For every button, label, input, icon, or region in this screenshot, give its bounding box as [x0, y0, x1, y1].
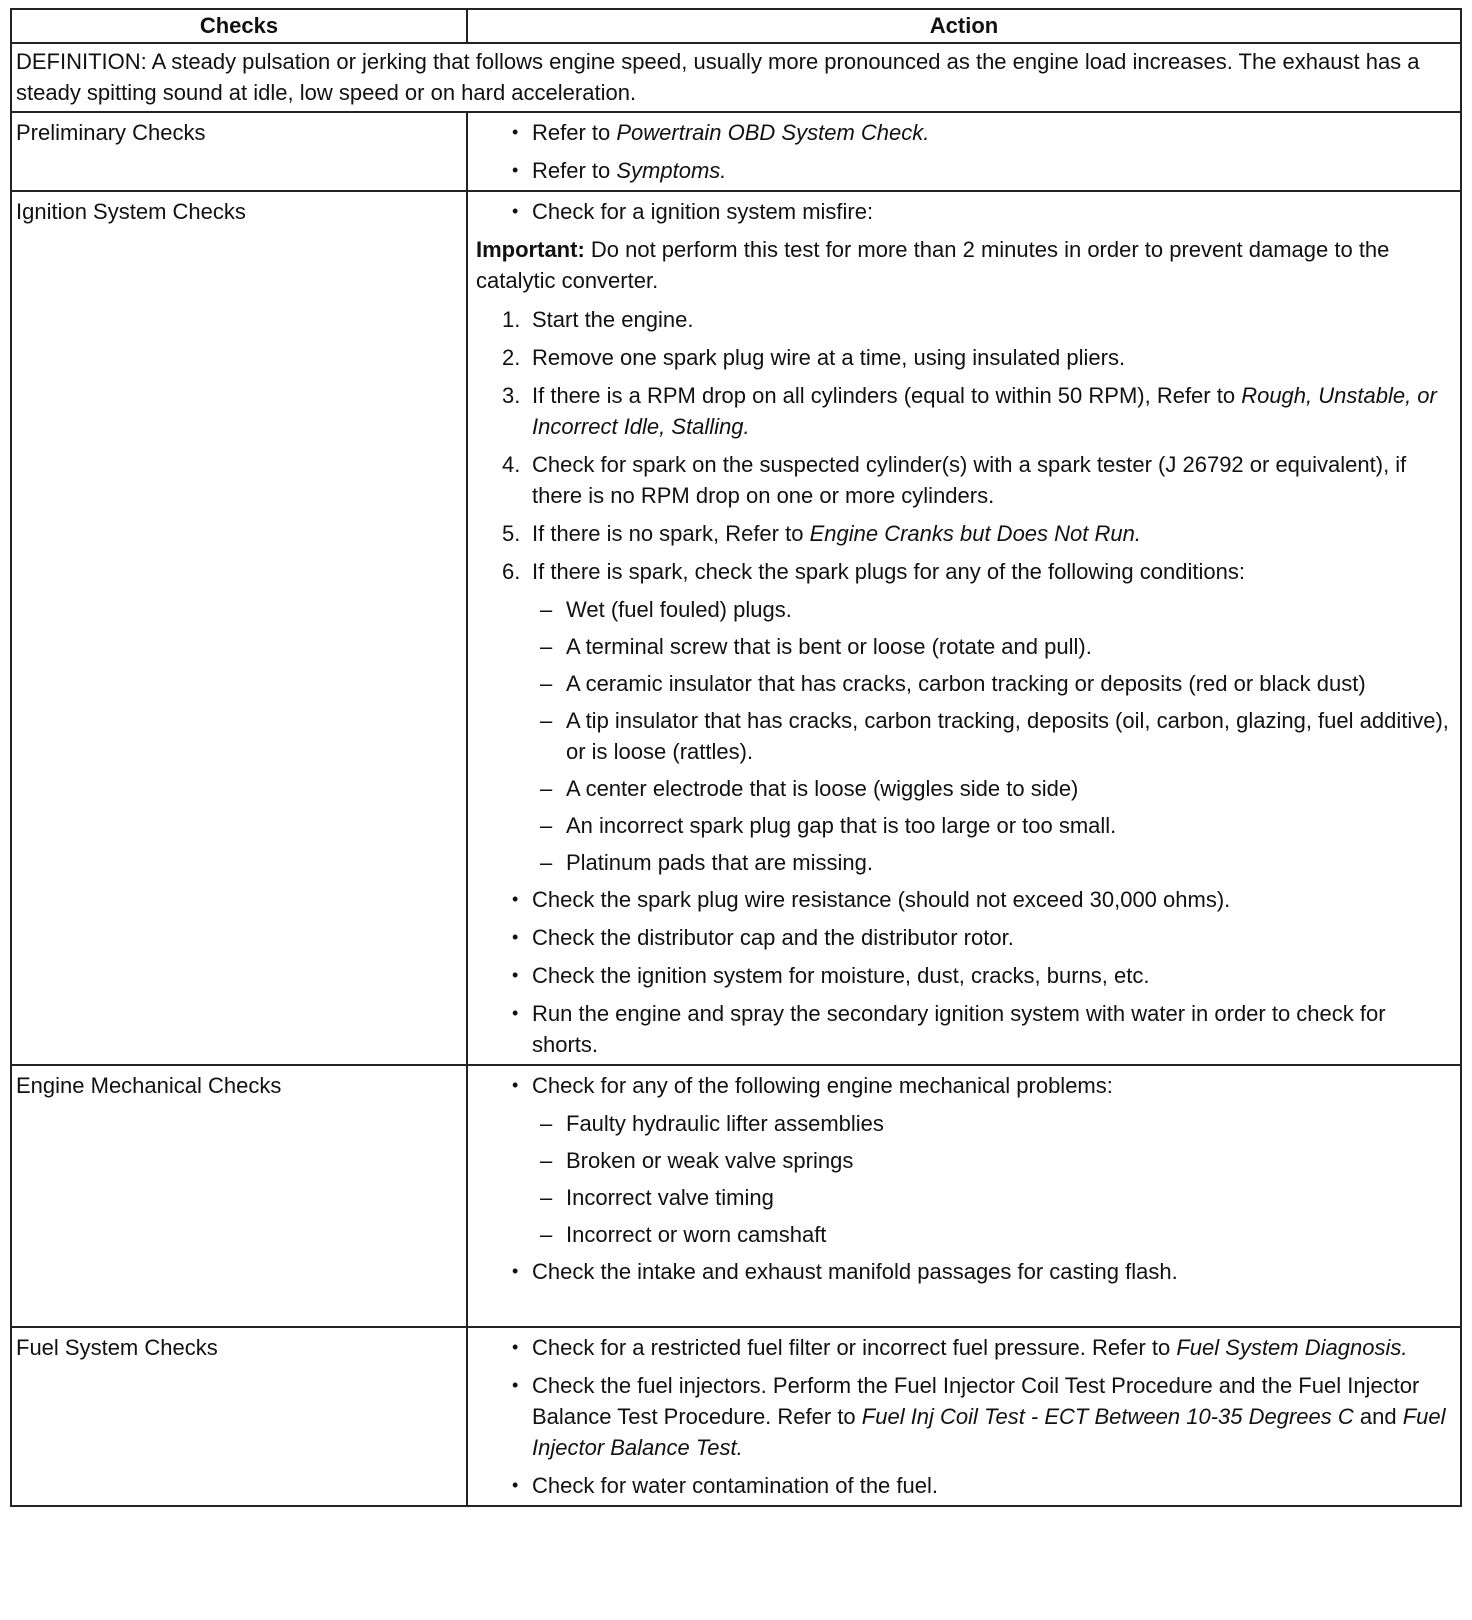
- condition-item: – A ceramic insulator that has cracks, carbon tracking or deposits (red or black dust): [476, 668, 1456, 699]
- fuel-injector-balance-link[interactable]: Fuel Injector Balance Test.: [532, 1404, 1446, 1460]
- list-item: [476, 1332, 1456, 1363]
- ignition-row: [11, 191, 1461, 1065]
- preliminary-label: Preliminary Checks: [11, 112, 467, 191]
- important-text: Do not perform this test for more than 2 minutes in order to prevent damage to the catalytic converter.: [476, 237, 1390, 293]
- item-text: Check the fuel injectors. Perform the Fuel Injector Coil Test Procedure and the Fuel Injector Balance Test Procedure. Refer to: [532, 1373, 1420, 1429]
- list-item: • Check the ignition system for moisture, dust, cracks, burns, etc.: [476, 960, 1456, 991]
- mechanical-row: [11, 1065, 1461, 1327]
- ignition-actions: [467, 191, 1461, 1065]
- ignition-intro: • Check for a ignition system misfire:: [476, 196, 1456, 227]
- condition-item: – An incorrect spark plug gap that is too large or too small.: [476, 810, 1456, 841]
- mechanical-actions: [467, 1065, 1461, 1327]
- step-4: [476, 449, 1456, 511]
- ignition-label: Ignition System Checks: [11, 191, 467, 1065]
- problem-item: – Broken or weak valve springs: [476, 1145, 1456, 1176]
- list-item: • Run the engine and spray the secondary ignition system with water in order to check for shorts.: [476, 998, 1456, 1060]
- condition-item: – Platinum pads that are missing.: [476, 847, 1456, 878]
- symptoms-link[interactable]: Symptoms.: [616, 158, 727, 183]
- step-text: Start the engine.: [532, 307, 694, 332]
- rough-idle-link[interactable]: Rough, Unstable, or Incorrect Idle, Stalling.: [532, 383, 1437, 439]
- step-number: 6.: [502, 559, 521, 584]
- step-text: If there is no spark, Refer to: [532, 521, 810, 546]
- list-item: [476, 1370, 1456, 1463]
- list-item: • Check for water contamination of the fuel.: [476, 1470, 1456, 1501]
- mechanical-intro: • Check for any of the following engine mechanical problems:: [476, 1070, 1456, 1101]
- item-text: Check for a restricted fuel filter or incorrect fuel pressure. Refer to: [532, 1335, 1177, 1360]
- problem-item: – Incorrect or worn camshaft: [476, 1219, 1456, 1250]
- list-item: • Check the intake and exhaust manifold passages for casting flash.: [476, 1256, 1456, 1287]
- problem-item: – Incorrect valve timing: [476, 1182, 1456, 1213]
- definition-row: [11, 43, 1461, 112]
- fuel-row: [11, 1327, 1461, 1506]
- step-3: [476, 380, 1456, 442]
- step-number: 4.: [502, 452, 521, 477]
- step-5: [476, 518, 1456, 549]
- refer-text: Refer to: [532, 158, 617, 183]
- condition-item: – A terminal screw that is bent or loose (rotate and pull).: [476, 631, 1456, 662]
- important-label: Important:: [476, 237, 585, 262]
- condition-item: – A tip insulator that has cracks, carbon tracking, deposits (oil, carbon, glazing, fuel additive), or is loose (rattles).: [476, 705, 1456, 767]
- header-row: [11, 9, 1461, 43]
- step-6: [476, 556, 1456, 587]
- problem-item: – Faulty hydraulic lifter assemblies: [476, 1108, 1456, 1139]
- fuel-label: Fuel System Checks: [11, 1327, 467, 1506]
- list-item: [476, 155, 1456, 186]
- powertrain-obd-link[interactable]: Powertrain OBD System Check.: [616, 120, 930, 145]
- fuel-inj-coil-test-link[interactable]: Fuel Inj Coil Test - ECT Between 10-35 Degrees C: [861, 1404, 1354, 1429]
- condition-item: – Wet (fuel fouled) plugs.: [476, 594, 1456, 625]
- fuel-actions: [467, 1327, 1461, 1506]
- step-1: [476, 304, 1456, 335]
- step-text: If there is spark, check the spark plugs for any of the following conditions:: [532, 559, 1245, 584]
- step-text: Remove one spark plug wire at a time, using insulated pliers.: [532, 345, 1126, 370]
- header-action: Action: [467, 9, 1461, 43]
- list-item: • Check the distributor cap and the distributor rotor.: [476, 922, 1456, 953]
- engine-cranks-link[interactable]: Engine Cranks but Does Not Run.: [809, 521, 1141, 546]
- important-note: [476, 234, 1456, 296]
- definition-text: DEFINITION: A steady pulsation or jerking that follows engine speed, usually more pronounced as the engine load increases. The exhaust has a steady spitting sound at idle, low speed or on hard acceleration.: [11, 43, 1461, 112]
- refer-text: Refer to: [532, 120, 617, 145]
- list-item: [476, 117, 1456, 148]
- step-number: 3.: [502, 383, 521, 408]
- diagnostic-table: [10, 8, 1462, 1507]
- preliminary-actions: [467, 112, 1461, 191]
- step-number: 1.: [502, 307, 521, 332]
- fuel-system-diagnosis-link[interactable]: Fuel System Diagnosis.: [1176, 1335, 1408, 1360]
- list-item: • Check the spark plug wire resistance (should not exceed 30,000 ohms).: [476, 884, 1456, 915]
- step-number: 2.: [502, 345, 521, 370]
- step-2: [476, 342, 1456, 373]
- step-text: Check for spark on the suspected cylinder(s) with a spark tester (J 26792 or equivalent), if there is no RPM drop on one or more cylinders.: [532, 452, 1407, 508]
- step-text: If there is a RPM drop on all cylinders (equal to within 50 RPM), Refer to: [532, 383, 1242, 408]
- step-number: 5.: [502, 521, 521, 546]
- header-checks: Checks: [11, 9, 467, 43]
- mechanical-label: Engine Mechanical Checks: [11, 1065, 467, 1327]
- condition-item: – A center electrode that is loose (wiggles side to side): [476, 773, 1456, 804]
- preliminary-row: [11, 112, 1461, 191]
- item-text: and: [1353, 1404, 1403, 1429]
